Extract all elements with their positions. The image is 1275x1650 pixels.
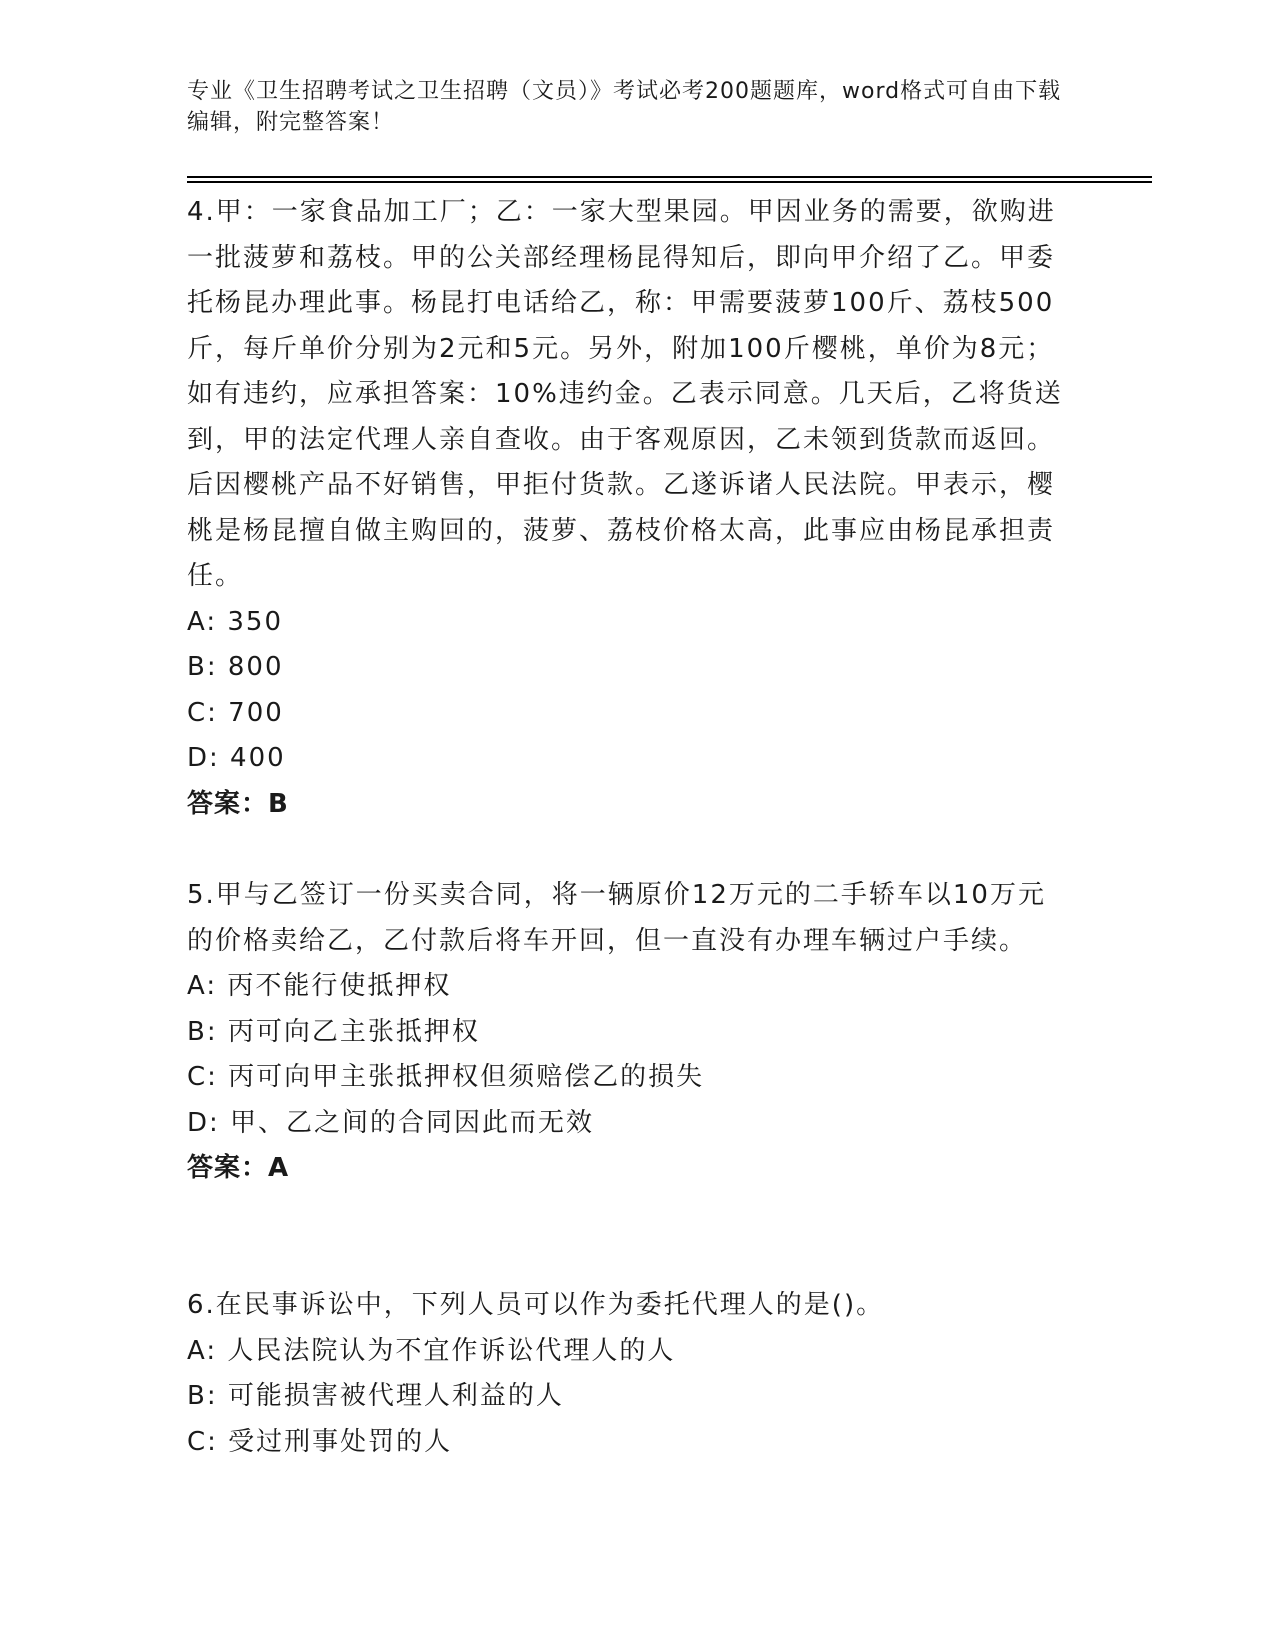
question-stem: 4.甲：一家食品加工厂；乙：一家大型果园。甲因业务的需要，欲购进一批菠萝和荔枝。甲的公关部经理杨昆得知后，即向甲介绍了乙。甲委托杨昆办理此事。杨昆打电话给乙，称：甲需要菠萝100斤、荔枝500斤，每斤单价分别为2元和5元。另外，附加100斤樱桃，单价为8元；如有违约，应承担答案：10%违约金。乙表示同意。几天后，乙将货送到，甲的法定代理人亲自查收。由于客观原因，乙未领到货款而返回。后因樱桃产品不好销售，甲拒付货款。乙遂诉诸人民法院。甲表示，樱桃是杨昆擅自做主购回的，菠萝、荔枝价格太高，此事应由杨昆承担责任。 xyxy=(187,197,1063,591)
document-header: 专业《卫生招聘考试之卫生招聘（文员）》考试必考200题题库，word格式可自由下载编辑，附完整答案！ xyxy=(187,79,1062,135)
answer: 答案：B xyxy=(187,788,289,819)
option-c: C: 丙可向甲主张抵押权但须赔偿乙的损失 xyxy=(187,1062,705,1092)
question-stem: 6.在民事诉讼中，下列人员可以作为委托代理人的是()。 xyxy=(187,1290,885,1320)
answer: 答案：A xyxy=(187,1153,290,1183)
header-rule-top xyxy=(187,176,1152,178)
question-4 xyxy=(187,190,1067,827)
question-5 xyxy=(187,873,1067,1192)
question-stem: 5.甲与乙签订一份买卖合同，将一辆原价12万元的二手轿车以10万元的价格卖给乙，乙付款后将车开回，但一直没有办理车辆过户手续。 xyxy=(187,880,1046,956)
option-b: B: 可能损害被代理人利益的人 xyxy=(187,1381,564,1411)
option-a: A: 丙不能行使抵押权 xyxy=(187,971,452,1001)
option-c: C: 700 xyxy=(187,697,284,728)
option-c: C: 受过刑事处罚的人 xyxy=(187,1426,453,1457)
option-b: B: 丙可向乙主张抵押权 xyxy=(187,1016,480,1047)
option-d: D: 甲、乙之间的合同因此而无效 xyxy=(187,1107,595,1138)
option-d: D: 400 xyxy=(187,743,286,773)
option-a: A: 人民法院认为不宜作诉讼代理人的人 xyxy=(187,1335,676,1366)
header-rule-bottom xyxy=(187,181,1152,183)
question-6 xyxy=(187,1283,1067,1465)
option-b: B: 800 xyxy=(187,652,284,682)
option-a: A: 350 xyxy=(187,606,283,637)
